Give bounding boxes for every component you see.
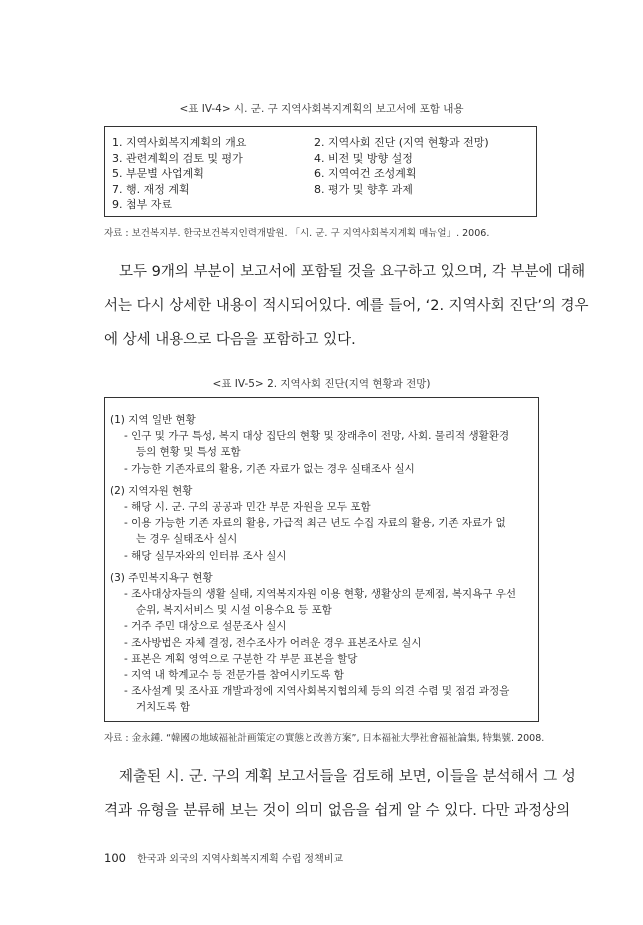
bullet-line: 순위, 복지서비스 및 시설 이용수요 등 포함	[136, 604, 332, 617]
table1-right-column	[314, 135, 489, 197]
table1-item: 9. 첨부 자료	[112, 198, 172, 211]
table2-source: 자료 : 金永鍾. “韓國の地域福祉計画策定の實態と改善方案”, 日本福祉大學社會福祉論集, 特集號. 2008.	[104, 733, 545, 744]
paragraph-line: 에 상세 내용으로 다음을 포함하고 있다.	[104, 332, 356, 348]
table2-box	[104, 397, 539, 722]
table1-item: 7. 행. 재정 계획	[112, 182, 190, 196]
table1-source: 자료 : 보건복지부. 한국보건복지인력개발원. 「시. 군. 구 지역사회복지계획 매뉴얼」. 2006.	[104, 228, 490, 239]
bullet-line: 는 경우 실태조사 실시	[136, 533, 238, 546]
body-paragraph-1	[104, 255, 589, 357]
running-title: 한국과 외국의 지역사회복지계획 수립 정책비교	[137, 854, 344, 865]
section-heading: (1) 지역 일반 현황	[110, 414, 196, 426]
bullet-line: - 조사설계 및 조사표 개발과정에 지역사회복지협의체 등의 의견 수렴 및 점검 과정을	[124, 685, 510, 698]
table1-item: 3. 관련계획의 검토 및 평가	[112, 151, 243, 165]
table1-item: 1. 지역사회복지계획의 개요	[112, 136, 247, 149]
table1-left-column	[112, 135, 246, 213]
bullet-line: 등의 현황 및 특성 포함	[136, 446, 241, 459]
paragraph-line: 모두 9개의 부분이 보고서에 포함될 것을 요구하고 있으며, 각 부분에 대해	[119, 264, 586, 280]
page-footer	[104, 850, 343, 865]
table2-caption: <표 IV-5> 2. 지역사회 진단(지역 현황과 전망)	[212, 378, 431, 390]
page-number: 100	[104, 851, 126, 865]
bullet-line: - 인구 및 가구 특성, 복지 대상 집단의 현황 및 장래추이 전망, 사회. 물리적 생활환경	[124, 430, 510, 443]
section-heading: (3) 주민복지욕구 현황	[110, 571, 213, 584]
table1-item: 6. 지역여건 조성계획	[314, 167, 417, 180]
bullet-line: 거치도록 함	[136, 701, 191, 714]
bullet-line: - 이용 가능한 기존 자료의 활용, 가급적 최근 년도 수집 자료의 활용, 기존 자료가 없	[124, 517, 506, 530]
body-paragraph-2	[104, 760, 576, 828]
bullet-line: - 조사방법은 자체 결정, 전수조사가 어려운 경우 표본조사로 실시	[124, 636, 422, 649]
table2-content	[110, 412, 516, 716]
paragraph-line: 서는 다시 상세한 내용이 적시되어있다. 예를 들어, ‘2. 지역사회 진단’의 경우	[104, 298, 589, 314]
table1-caption: <표 IV-4> 시. 군. 구 지역사회복지계획의 보고서에 포함 내용	[179, 103, 464, 115]
bullet-line: - 조사대상자들의 생활 실태, 지역복지자원 이용 현황, 생활상의 문제점, 복지욕구 우선	[124, 588, 517, 601]
section-heading: (2) 지역자원 현황	[110, 484, 193, 497]
table1-item: 5. 부문별 사업계획	[112, 167, 204, 180]
bullet-line: - 표본은 계획 영역으로 구분한 각 부문 표본을 할당	[124, 652, 358, 665]
bullet-line: - 지역 내 학계교수 등 전문가를 참여시키도록 함	[124, 669, 344, 682]
table1-item: 8. 평가 및 향후 과제	[314, 182, 413, 196]
table1-box	[104, 126, 537, 217]
bullet-line: - 해당 시. 군. 구의 공공과 민간 부문 자원을 모두 포함	[124, 501, 371, 514]
table1-item: 2. 지역사회 진단 (지역 현황과 전망)	[314, 136, 489, 149]
table1-item: 4. 비전 및 방향 설정	[314, 151, 413, 165]
paragraph-line: 제출된 시. 군. 구의 계획 보고서들을 검토해 보면, 이들을 분석해서 그 성	[119, 769, 576, 785]
bullet-line: - 가능한 기존자료의 활용, 기존 자료가 없는 경우 실태조사 실시	[124, 462, 415, 475]
bullet-line: - 해당 실무자와의 인터뷰 조사 실시	[124, 549, 287, 562]
paragraph-line: 격과 유형을 분류해 보는 것이 의미 없음을 쉽게 알 수 있다. 다만 과정상의	[104, 803, 571, 819]
bullet-line: - 거주 주민 대상으로 설문조사 실시	[124, 620, 287, 633]
